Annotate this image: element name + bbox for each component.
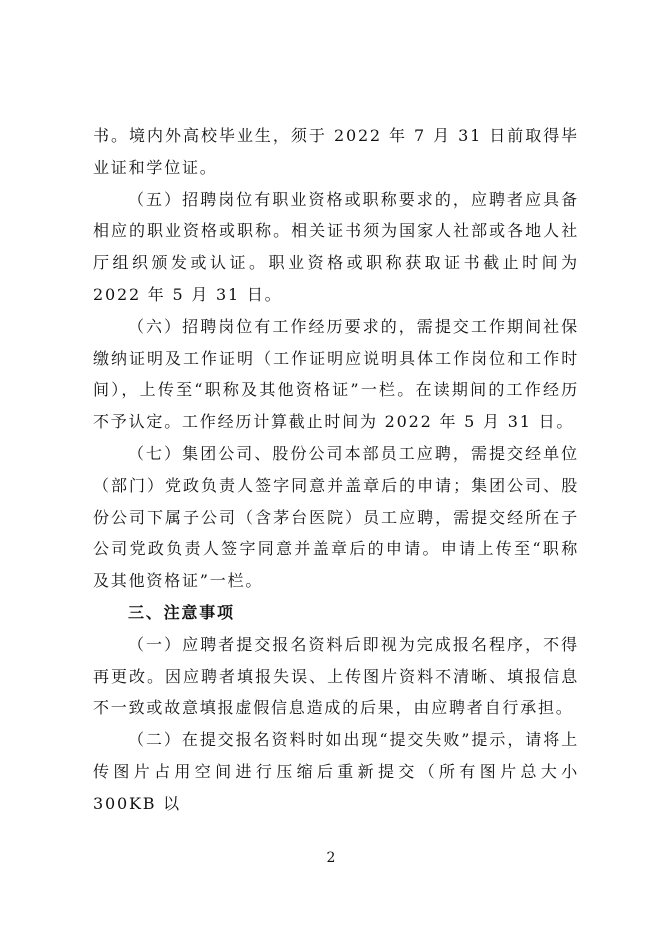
paragraph-item-7-employee-application: （七）集团公司、股份公司本部员工应聘，需提交经单位（部门）党政负责人签字同意并盖章后的申请；集团公司、股份公司下属子公司（含茅台医院）员工应聘，需提交经所在子公司党政负责人签字同意并盖章后的申请。申请上传至“职称及其他资格证”一栏。 <box>93 443 579 591</box>
paragraph-item-5-qualification: （五）招聘岗位有职业资格或职称要求的，应聘者应具备相应的职业资格或职称。相关证书须为国家人社部或各地人社厅组织颁发或认证。职业资格或职称获取证书截止时间为 2022 年 5 月 31 日。 <box>93 189 579 304</box>
paragraph-notes-item-2: （二）在提交报名资料时如出现“提交失败”提示，请将上传图片占用空间进行压缩后重新提交（所有图片总大小 300KB 以 <box>93 730 579 813</box>
paragraph-item-6-work-experience: （六）招聘岗位有工作经历要求的，需提交工作期间社保缴纳证明及工作证明（工作证明应说明具体工作岗位和工作时间），上传至“职称及其他资格证”一栏。在读期间的工作经历不予认定。工作经历计算截止时间为 2022 年 5 月 31 日。 <box>93 316 579 432</box>
paragraph-graduation-certificate: 书。境内外高校毕业生，须于 2022 年 7 月 31 日前取得毕业证和学位证。 <box>93 126 579 177</box>
section-heading-notes: 三、注意事项 <box>128 602 235 622</box>
paragraph-notes-item-1: （一）应聘者提交报名资料后即视为完成报名程序，不得再更改。因应聘者填报失误、上传图片资料不清晰、填报信息不一致或故意填报虚假信息造成的后果，由应聘者自行承担。 <box>93 634 579 718</box>
page-number: 2 <box>326 850 336 866</box>
document-body <box>93 120 579 820</box>
